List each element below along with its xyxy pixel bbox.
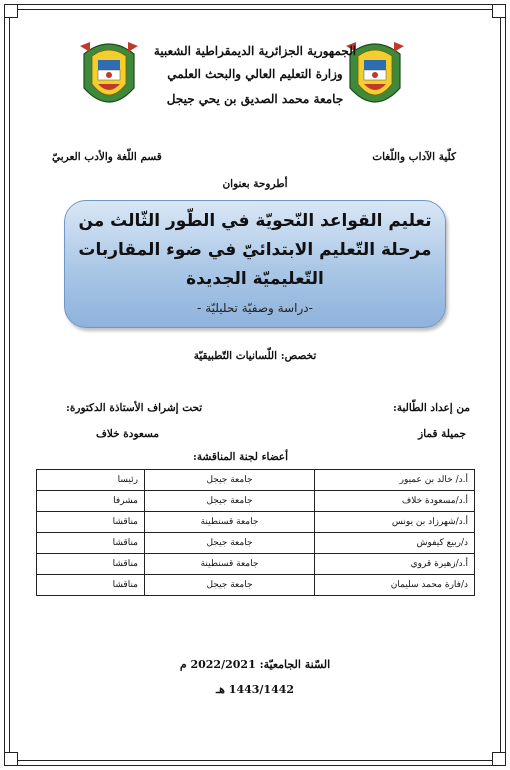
- thesis-title-line: مرحلة التّعليم الابتدائيّ في ضوء المقاربات: [78, 240, 432, 260]
- academic-year-label: السّنة الجامعيّة:: [259, 658, 331, 671]
- frame-corner: [492, 4, 506, 18]
- committee-label: أعضاء لجنة المناقشة:: [193, 451, 288, 463]
- header-ministry: وزارة التعليم العالي والبحث العلمي: [167, 67, 343, 81]
- member-university: جامعة جيجل: [145, 491, 315, 512]
- member-role: مشرفا: [37, 491, 145, 512]
- thesis-title-line: تعليم القواعد النّحويّة في الطّور الثّالث من: [78, 211, 432, 231]
- table-row: [37, 470, 475, 491]
- header-university: جامعة محمد الصديق بن يحي جيجل: [166, 92, 344, 106]
- member-name: أ.د/مسعودة خلاف: [315, 491, 475, 512]
- page-border-inner: [9, 9, 501, 761]
- supervisor-label: تحت إشراف الأستاذة الدكتورة:: [66, 402, 203, 414]
- member-role: مناقشا: [37, 554, 145, 575]
- member-role: مناقشا: [37, 575, 145, 596]
- thesis-title-line: التّعليميّة الجديدة: [186, 269, 324, 289]
- academic-year-value: 2022/2021 م: [179, 658, 256, 671]
- supervisor-name: مسعودة خلاف: [96, 428, 159, 440]
- frame-corner: [492, 752, 506, 766]
- member-university: جامعة جيجل: [145, 575, 315, 596]
- table-row: [37, 533, 475, 554]
- academic-year: [0, 658, 510, 671]
- prepared-by-label: من إعداد الطّالبة:: [392, 402, 470, 414]
- member-role: رئيسا: [37, 470, 145, 491]
- member-university: جامعة قسنطينة: [145, 554, 315, 575]
- specialization: تخصص: اللّسانيات التّطبيقيّة: [193, 350, 317, 362]
- thesis-label: أطروحة بعنوان: [222, 178, 288, 190]
- thesis-subtitle: -دراسة وصفيّة تحليليّة -: [197, 301, 313, 315]
- header-republic: الجمهورية الجزائرية الديمقراطية الشعبية: [153, 44, 357, 58]
- table-row: [37, 554, 475, 575]
- member-role: مناقشا: [37, 512, 145, 533]
- frame-corner: [4, 752, 18, 766]
- member-university: جامعة جيجل: [145, 470, 315, 491]
- member-name: أ.د/شهرزاد بن يونس: [315, 512, 475, 533]
- frame-corner: [4, 4, 18, 18]
- table-row: [37, 512, 475, 533]
- table-row: [37, 491, 475, 512]
- member-name: أ.د/زهيرة قروي: [315, 554, 475, 575]
- hijri-year: 1443/1442 هـ: [215, 683, 295, 696]
- student-name: جميلة قماز: [418, 428, 466, 440]
- member-name: أ.د/ خالد بن عميور: [315, 470, 475, 491]
- member-name: د/ربيع كيفوش: [315, 533, 475, 554]
- member-university: جامعة قسنطينة: [145, 512, 315, 533]
- member-name: د/فارة محمد سليمان: [315, 575, 475, 596]
- table-row: [37, 575, 475, 596]
- member-role: مناقشا: [37, 533, 145, 554]
- department-name: قسم اللّغة والأدب العربيّ: [52, 151, 162, 163]
- committee-table: [36, 469, 475, 596]
- faculty-name: كلّية الآداب واللّغات: [372, 151, 456, 163]
- member-university: جامعة جيجل: [145, 533, 315, 554]
